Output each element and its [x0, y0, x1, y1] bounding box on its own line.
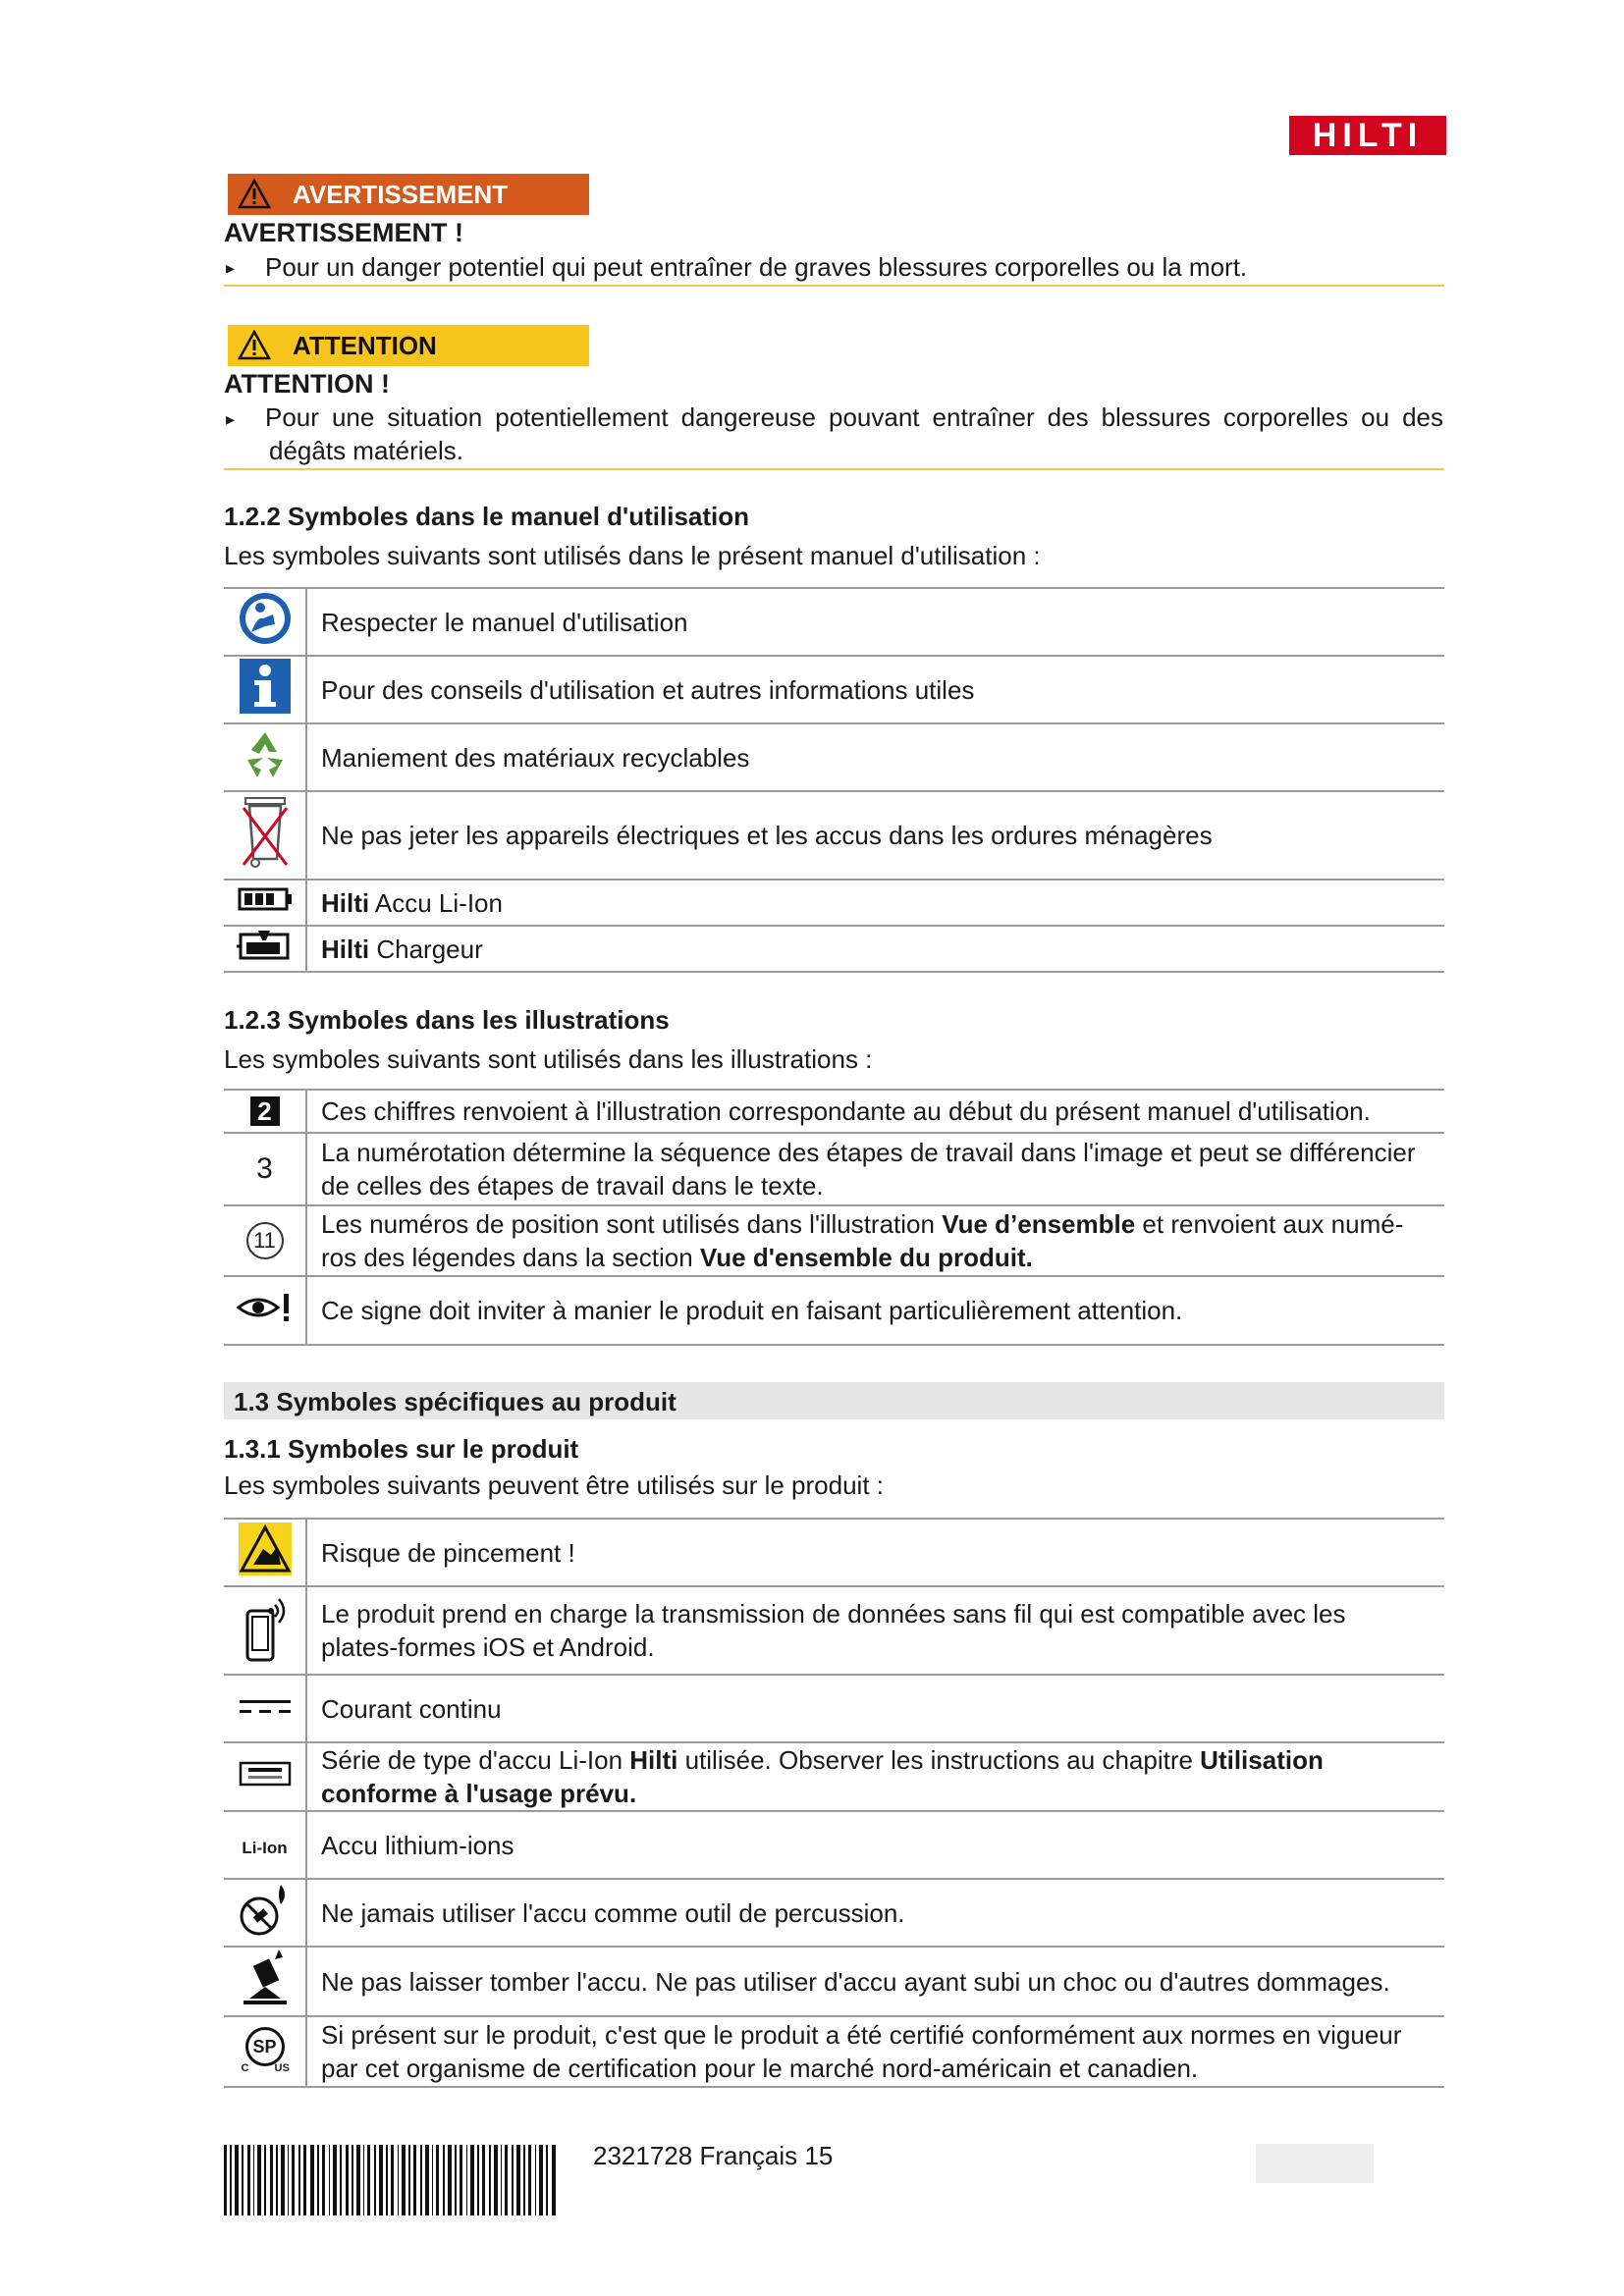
- text-run-bold: Hilti: [629, 1745, 678, 1775]
- warning-triangle-icon: [238, 179, 271, 209]
- warning-triangle-icon: [238, 330, 271, 360]
- wireless-phone-icon: [240, 1591, 291, 1664]
- divider: [224, 285, 1444, 287]
- info-icon: [240, 659, 291, 714]
- table-row: [224, 1276, 1444, 1345]
- section-heading: 1.2.3 Symboles dans les illustrations: [224, 1005, 670, 1035]
- circled-11-icon: 11: [246, 1222, 284, 1259]
- hilti-logo: HILTI: [1289, 116, 1446, 155]
- warning-title-bang: !: [455, 218, 464, 247]
- product-symbols-table: [224, 1518, 1444, 2088]
- symbol-description: [306, 880, 1444, 926]
- bullet-icon: ▸: [226, 258, 236, 278]
- symbol-text-line: de celles des étapes de travail dans le texte.: [321, 1171, 824, 1201]
- symbol-text-line: plates-formes iOS et Android.: [321, 1632, 655, 1662]
- csa-letters: SP: [245, 2027, 285, 2066]
- battery-icon: [238, 887, 293, 911]
- symbol-description: [306, 926, 1444, 972]
- symbol-description: [306, 1742, 1444, 1811]
- manual-symbols-table: [224, 587, 1444, 973]
- symbol-description: Risque de pincement !: [306, 1519, 1444, 1586]
- symbol-description: Ne pas jeter les appareils électriques et les accus dans les ordures ménagères: [306, 791, 1444, 880]
- symbol-text-line: [321, 1207, 1444, 1241]
- csa-us-mark: US: [274, 2061, 290, 2074]
- page-footer: 2321728 Français 15: [593, 2141, 834, 2170]
- attention-label-text: ATTENTION: [293, 331, 437, 360]
- symbol-description: [306, 1586, 1444, 1675]
- barcode-image: [224, 2145, 558, 2216]
- table-row: [224, 656, 1444, 723]
- battery-series-icon: [239, 1761, 292, 1787]
- symbol-description: Accu lithium-ions: [306, 1811, 1444, 1879]
- symbol-text: Accu Li-Ion: [374, 887, 503, 918]
- section-intro: Les symboles suivants peuvent être utilisés sur le produit :: [224, 1470, 885, 1500]
- text-run-bold: Vue d'ensemble du produit: [699, 1243, 1026, 1272]
- text-run: ros des légendes dans la section: [321, 1243, 700, 1272]
- symbol-description: Ces chiffres renvoient à l'illustration correspondante au début du présent manuel d'utilisation.: [306, 1090, 1444, 1133]
- symbol-text-line: par cet organisme de certification pour le marché nord-américain et canadien.: [321, 2054, 1199, 2083]
- symbol-description: [306, 1133, 1444, 1205]
- bullet-icon: ▸: [226, 409, 236, 429]
- table-row: [224, 1742, 1444, 1811]
- no-hammer-icon: [238, 1881, 293, 1938]
- attention-text: [265, 400, 1443, 467]
- drop-icon: [240, 1948, 291, 2008]
- symbol-text-line: [321, 1777, 1444, 1810]
- symbol-text-line: [321, 1241, 1444, 1274]
- table-row: [224, 1811, 1444, 1879]
- symbol-description: Respecter le manuel d'utilisation: [306, 588, 1444, 656]
- symbol-description: Ne pas laisser tomber l'accu. Ne pas utiliser d'accu ayant subi un choc ou d'autres dommages.: [306, 1947, 1444, 2016]
- symbol-text-line: La numérotation détermine la séquence des étapes de travail dans l'image et peut se différencier: [321, 1138, 1416, 1167]
- text-run: .: [628, 1779, 637, 1808]
- attention-title-text: ATTENTION: [224, 369, 374, 399]
- text-run: .: [1025, 1243, 1033, 1272]
- table-row: [224, 791, 1444, 880]
- table-row: [224, 588, 1444, 656]
- section-intro: Les symboles suivants sont utilisés dans les illustrations :: [224, 1044, 873, 1074]
- text-run: Série de type d'accu Li-Ion: [321, 1745, 630, 1775]
- illustration-symbols-table: [224, 1089, 1444, 1346]
- warning-title: [224, 218, 463, 248]
- table-row: [224, 723, 1444, 791]
- warning-title-text: AVERTISSEMENT: [224, 218, 448, 247]
- symbol-description: [306, 2016, 1444, 2087]
- table-row: [224, 1205, 1444, 1276]
- table-row: [224, 880, 1444, 926]
- table-row: [224, 1090, 1444, 1133]
- direct-current-icon: [240, 1697, 291, 1717]
- number-3-icon: 3: [256, 1152, 273, 1185]
- symbol-description: Courant continu: [306, 1675, 1444, 1742]
- recycle-icon: [238, 726, 293, 781]
- csa-icon: [240, 2023, 291, 2074]
- attention-title-bang: !: [381, 369, 390, 399]
- crossed-bin-icon: [240, 794, 291, 871]
- symbol-description: Ce signe doit inviter à manier le produit en faisant particulièrement attention.: [306, 1276, 1444, 1345]
- attention-text-line: Pour une situation potentiellement dangereuse pouvant entraîner des blessures corporelles ou des: [265, 402, 1443, 432]
- table-row: [224, 1675, 1444, 1742]
- csa-c-mark: C: [241, 2061, 249, 2074]
- manual-icon: [238, 591, 293, 646]
- eye-attention-icon: [237, 1292, 294, 1323]
- brand-name: Hilti: [321, 934, 370, 964]
- attention-text-line: dégâts matériels.: [269, 436, 463, 465]
- attention-signal-label: [228, 325, 589, 366]
- symbol-description: Pour des conseils d'utilisation et autres informations utiles: [306, 656, 1444, 723]
- attention-title: [224, 369, 390, 400]
- symbol-description: Ne jamais utiliser l'accu comme outil de percussion.: [306, 1879, 1444, 1947]
- symbol-description: Maniement des matériaux recyclables: [306, 723, 1444, 791]
- section-heading: 1.3 Symboles spécifiques au produit: [234, 1387, 677, 1416]
- table-row: [224, 1947, 1444, 2016]
- symbol-text-line: [321, 1743, 1444, 1777]
- section-heading: 1.2.2 Symboles dans le manuel d'utilisation: [224, 502, 750, 531]
- footer-gray-box: [1256, 2144, 1374, 2183]
- table-row: [224, 2016, 1444, 2087]
- table-row: [224, 1133, 1444, 1205]
- pinch-hazard-icon: [238, 1522, 293, 1576]
- section-heading: 1.3.1 Symboles sur le produit: [224, 1434, 579, 1464]
- table-row: [224, 1586, 1444, 1675]
- text-run-bold: Vue d’ensemble: [942, 1209, 1136, 1239]
- section-intro: Les symboles suivants sont utilisés dans le présent manuel d'utilisation :: [224, 541, 1041, 570]
- text-run-bold: conforme à l'usage prévu: [321, 1779, 629, 1808]
- charger-icon: [237, 929, 294, 962]
- text-run-bold: Utilisation: [1200, 1745, 1324, 1775]
- brand-name: Hilti: [321, 887, 370, 918]
- text-run: utilisée. Observer les instructions au chapitre: [677, 1745, 1201, 1775]
- symbol-text: Chargeur: [376, 934, 483, 964]
- warning-text: Pour un danger potentiel qui peut entraîner de graves blessures corporelles ou la mort.: [265, 252, 1248, 282]
- number-2-icon: 2: [250, 1096, 280, 1126]
- symbol-text-line: Si présent sur le produit, c'est que le produit a été certifié conformément aux normes en vigueur: [321, 2020, 1402, 2050]
- li-ion-icon: Li-Ion: [242, 1839, 288, 1857]
- symbol-description: [306, 1205, 1444, 1276]
- text-run: Les numéros de position sont utilisés dans l'illustration: [321, 1209, 943, 1239]
- table-row: [224, 1519, 1444, 1586]
- divider: [224, 468, 1444, 470]
- table-row: [224, 926, 1444, 972]
- symbol-text-line: Le produit prend en charge la transmission de données sans fil qui est compatible avec les: [321, 1599, 1346, 1629]
- table-row: [224, 1879, 1444, 1947]
- text-run: et renvoient aux numé-: [1135, 1209, 1404, 1239]
- warning-signal-label: [228, 174, 589, 215]
- warning-label-text: AVERTISSEMENT: [293, 180, 509, 209]
